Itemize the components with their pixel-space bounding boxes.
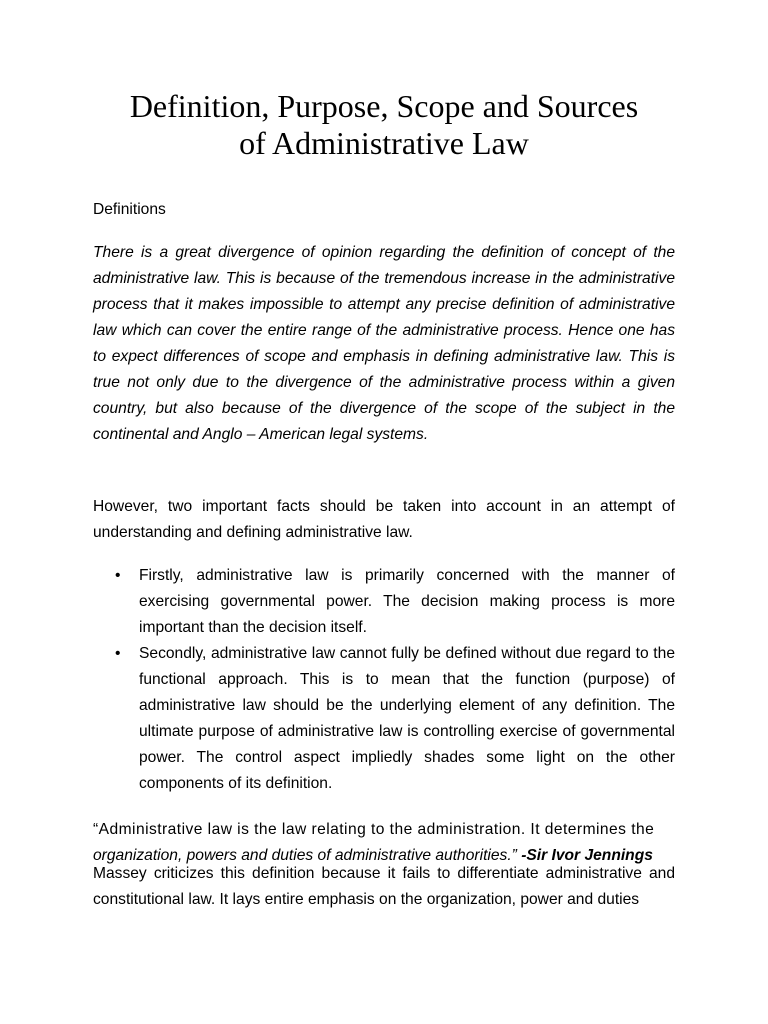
quote-author: -Sir Ivor Jennings [516, 847, 653, 864]
title-line-2: of Administrative Law [239, 125, 529, 161]
bullet-icon: • [115, 645, 121, 662]
quote-line-1: “Administrative law is the law relating to the administration. It determines the [93, 821, 655, 838]
page-title [60, 88, 708, 162]
bullet-text-firstly: Firstly, administrative law is primarily concerned with the manner of exercising governmental power. The decision making process is more important than the decision itself. [139, 567, 675, 636]
list-item [93, 563, 675, 641]
bullet-text-secondly: Secondly, administrative law cannot fully be defined without due regard to the functional approach. This is to mean that the function (purpose) of administrative law should be the underlying element of any definition. The ultimate purpose of administrative law is controlling exercise of governmental power. The control aspect impliedly shades some light on the other components of its definition. [139, 645, 675, 792]
paragraph-massey: Massey criticizes this definition because it fails to differentiate administrative and constitutional law. It lays entire emphasis on the organization, power and duties [93, 865, 675, 908]
bullet-icon: • [115, 567, 121, 584]
paragraph-two-facts: However, two important facts should be taken into account in an attempt of understanding and defining administrative law. [93, 498, 675, 541]
quote-line-2: organization, powers and duties of administrative authorities.” [93, 847, 517, 864]
paragraph-divergence: There is a great divergence of opinion regarding the definition of concept of the administrative law. This is because of the tremendous increase in the administrative process that it makes impossible to attempt any precise definition of administrative law which can cover the entire range of the administrative process. Hence one has to expect differences of scope and emphasis in defining administrative law. This is true not only due to the divergence of the administrative process within a given country, but also because of the divergence of the scope of the subject in the continental and Anglo – American legal systems. [93, 244, 675, 443]
list-item [93, 641, 675, 797]
title-line-1: Definition, Purpose, Scope and Sources [129, 88, 639, 124]
section-heading-definitions: Definitions [93, 201, 166, 218]
bullet-list [93, 563, 675, 797]
